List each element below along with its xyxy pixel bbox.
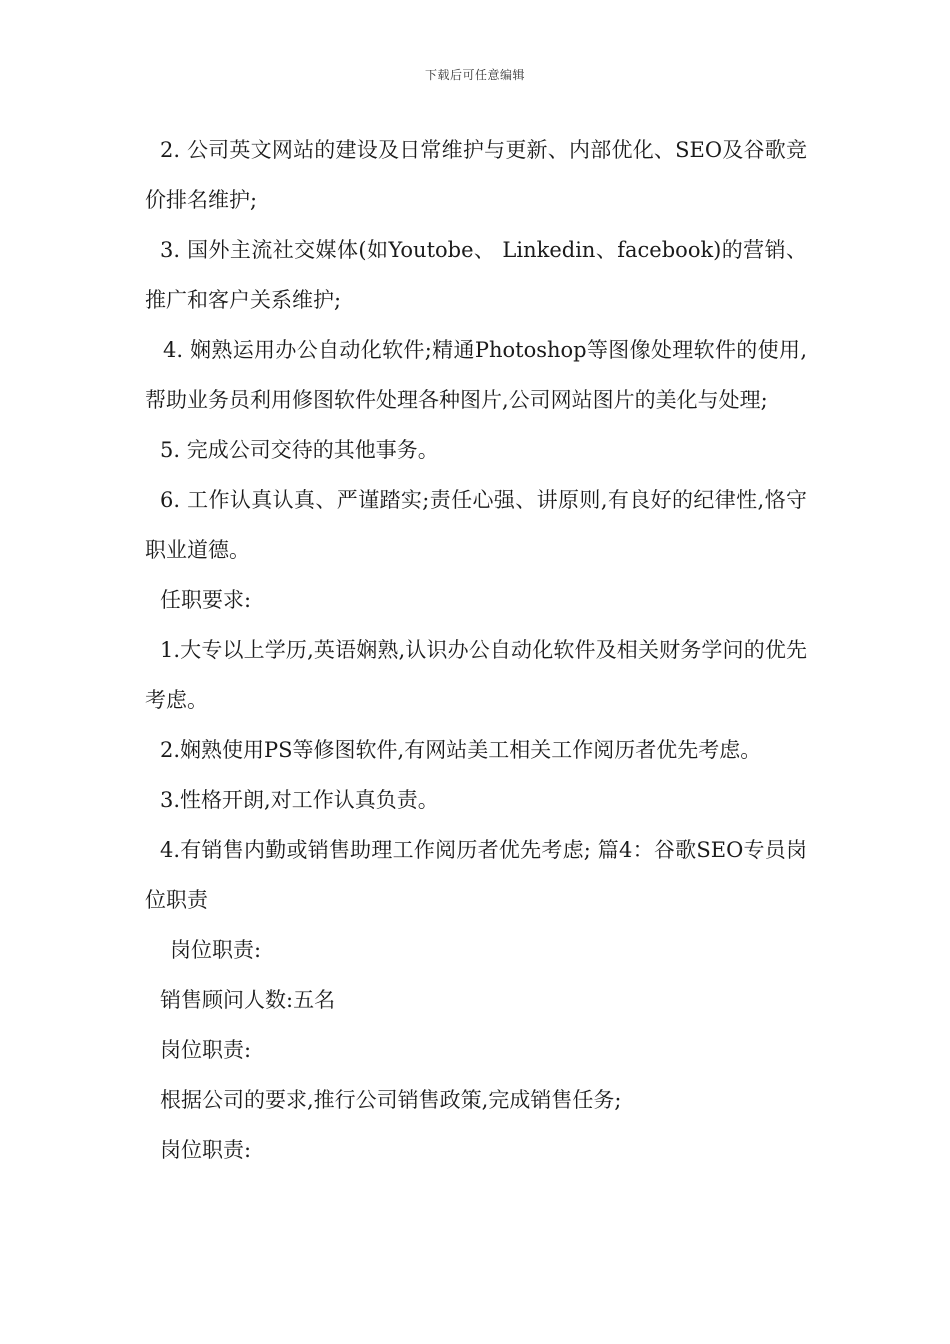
section-heading-requirements: 任职要求: <box>160 588 252 612</box>
paragraph-duty-2: 2. 公司英文网站的建设及日常维护与更新、内部优化、SEO及谷歌竞价排名维护; <box>145 138 807 212</box>
section-heading-duties-3: 岗位职责: <box>160 1138 252 1162</box>
paragraph-headcount: 销售顾问人数:五名 <box>160 988 336 1012</box>
paragraph-requirement-1: 1.大专以上学历,英语娴熟,认识办公自动化软件及相关财务学问的优先考虑。 <box>145 638 807 712</box>
paragraph-duty-3: 3. 国外主流社交媒体(如Youtobe、 Linkedin、facebook)的营销、推广和客户关系维护; <box>145 238 807 312</box>
document-body <box>145 125 807 1175</box>
paragraph-duty-6: 6. 工作认真认真、严谨踏实;责任心强、讲原则,有良好的纪律性,恪守职业道德。 <box>145 488 807 562</box>
section-heading-duties: 岗位职责: <box>170 938 262 962</box>
paragraph-sales-task: 根据公司的要求,推行公司销售政策,完成销售任务; <box>160 1088 622 1112</box>
paragraph-requirement-2: 2.娴熟使用PS等修图软件,有网站美工相关工作阅历者优先考虑。 <box>160 738 762 762</box>
paragraph-duty-5: 5. 完成公司交待的其他事务。 <box>160 438 439 462</box>
section-heading-duties-2: 岗位职责: <box>160 1038 252 1062</box>
page-header: 下载后可任意编辑 <box>424 68 525 82</box>
paragraph-requirement-3: 3.性格开朗,对工作认真负责。 <box>160 788 439 812</box>
paragraph-duty-4: 4. 娴熟运用办公自动化软件;精通Photoshop等图像处理软件的使用,帮助业务员利用修图软件处理各种图片,公司网站图片的美化与处理; <box>145 338 807 412</box>
paragraph-requirement-4: 4.有销售内勤或销售助理工作阅历者优先考虑; 篇4：谷歌SEO专员岗位职责 <box>145 838 807 912</box>
